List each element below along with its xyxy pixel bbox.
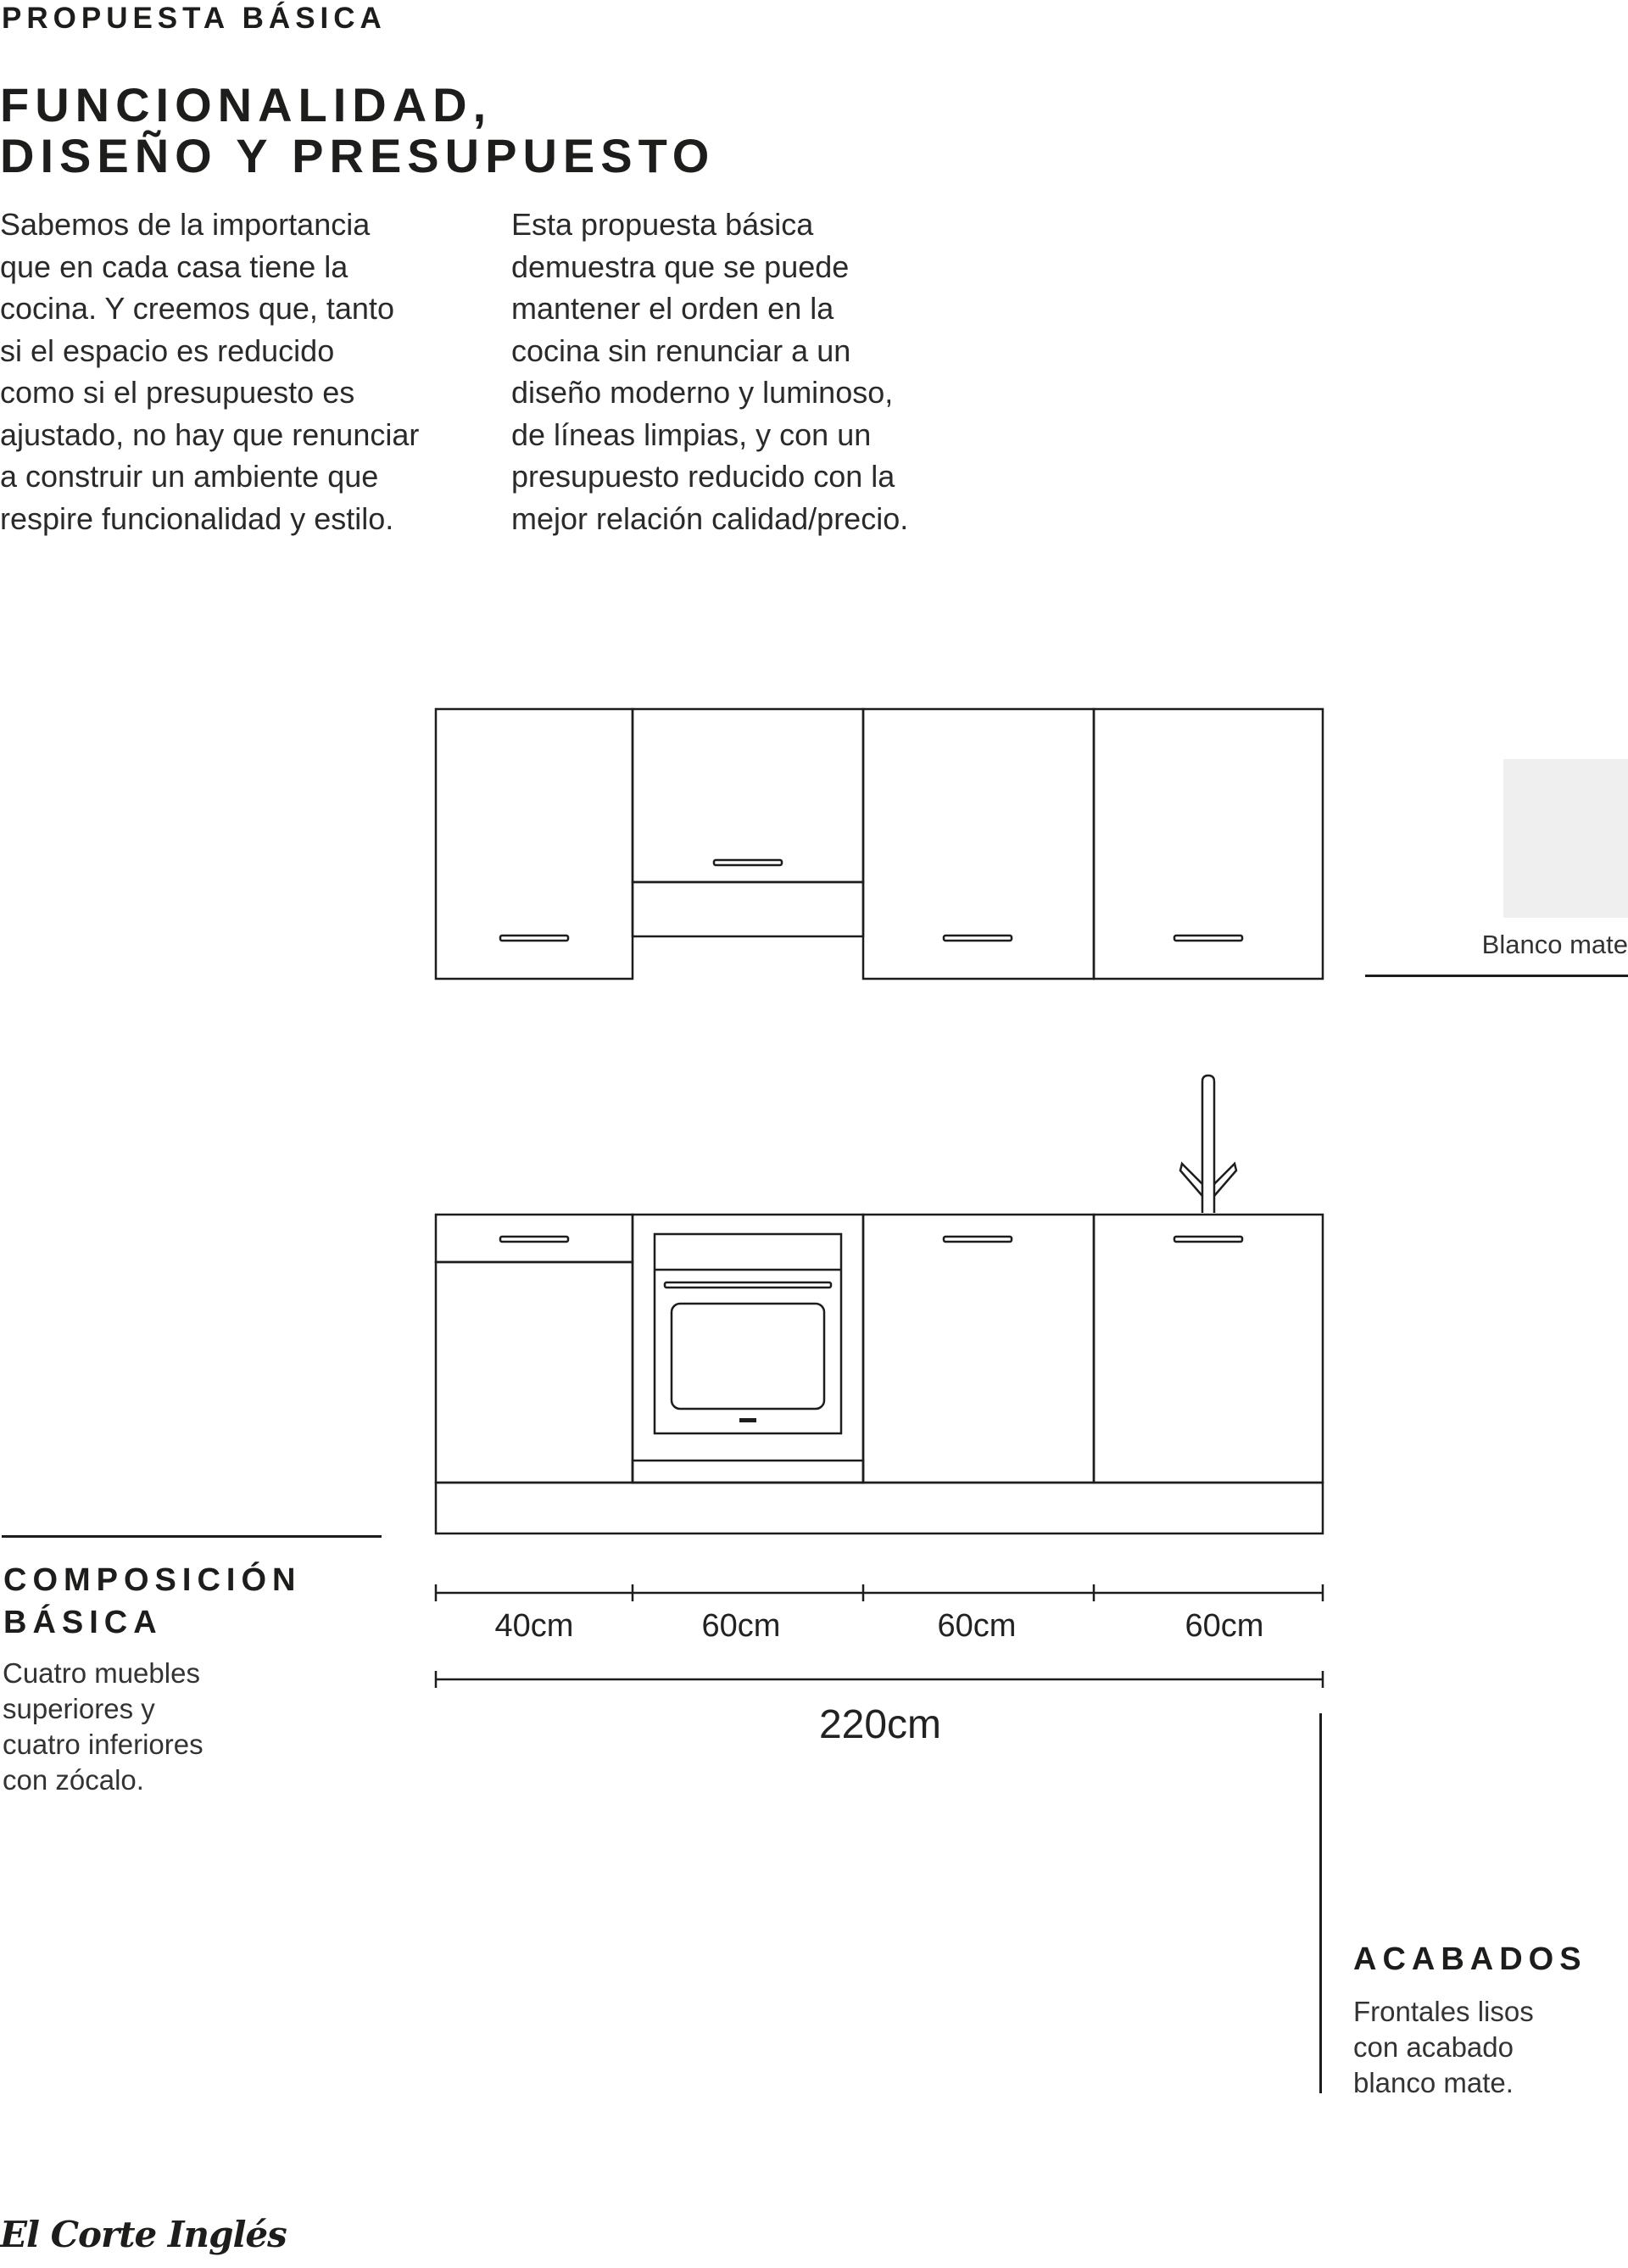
composition-divider [2,1535,382,1538]
intro-line: a construir un ambiente que [0,459,379,494]
page-title-line-1: FUNCIONALIDAD, [0,78,493,131]
upper-handle [714,860,782,865]
finishes-title: ACABADOS [1353,1941,1587,1977]
oven-window [672,1304,824,1409]
finishes-line: Frontales lisos [1353,1996,1534,2027]
upper-cabinet-3 [863,709,1094,979]
intro-line: mejor relación calidad/precio. [511,500,909,536]
intro-line: cocina sin renunciar a un [511,332,851,368]
composition-text [3,1656,204,1798]
upper-handle [944,936,1012,941]
upper-cabinet-1 [436,709,633,979]
composition-line: con zócalo. [3,1764,144,1796]
lower-handle [944,1237,1012,1242]
composition-line: cuatro inferiores [3,1729,204,1760]
intro-line: mantener el orden en la [511,291,834,326]
composition-title-line-2: BÁSICA [3,1605,163,1640]
lower-handle [1174,1237,1242,1242]
intro-line: que en cada casa tiene la [0,249,348,284]
lower-handle [500,1237,568,1242]
section-kicker: PROPUESTA BÁSICA [2,2,387,35]
dimension-label-total: 220cm [818,1702,942,1747]
upper-handle [500,936,568,941]
lower-cabinet-2 [633,1215,863,1483]
finishes-line: con acabado [1353,2031,1514,2063]
plinth [436,1483,1323,1533]
lower-cabinet-1 [436,1262,633,1483]
finish-swatch [1503,759,1628,918]
intro-line: si el espacio es reducido [0,332,335,368]
finishes-text [1353,1994,1534,2101]
upper-cabinet-2 [633,709,863,882]
faucet-lever-right [1214,1164,1236,1196]
intro-line: presupuesto reducido con la [511,459,895,494]
upper-cabinet-4 [1094,709,1323,979]
lower-cabinet-1-drawer [436,1215,633,1262]
intro-line: Esta propuesta básica [511,207,814,242]
lower-cabinet-4 [1094,1215,1323,1483]
intro-line: ajustado, no hay que renunciar [0,416,420,452]
dimension-label-module-3: 60cm [937,1608,1017,1644]
finishes-divider [1319,1713,1322,2093]
composition-title [3,1559,301,1644]
intro-line: cocina. Y creemos que, tanto [0,291,394,326]
oven-handle [665,1282,831,1288]
faucet [1202,1075,1214,1213]
oven-button [739,1418,756,1422]
composition-line: Cuatro muebles [3,1657,200,1689]
dimension-label-module-1: 40cm [494,1608,574,1644]
finish-swatch-label: Blanco mate [1481,930,1628,959]
intro-line: como si el presupuesto es [0,375,355,410]
composition-title-line-1: COMPOSICIÓN [3,1562,302,1598]
faucet-lever-left [1180,1164,1202,1196]
lower-cabinet-3 [863,1215,1094,1483]
brand-logo[interactable]: El Corte Inglés [0,2214,287,2255]
intro-line: demuestra que se puede [511,249,850,284]
page-title-line-2: DISEÑO Y PRESUPUESTO [0,129,716,182]
swatch-divider [1365,975,1628,977]
oven [655,1234,841,1433]
dimension-label-module-2: 60cm [701,1608,781,1644]
oven-base [633,1461,863,1483]
intro-line: de líneas limpias, y con un [511,416,872,452]
intro-line: diseño moderno y luminoso, [511,375,894,410]
finishes-line: blanco mate. [1353,2067,1514,2098]
intro-line: Sabemos de la importancia [0,207,371,242]
dimension-label-module-4: 60cm [1185,1608,1264,1644]
composition-line: superiores y [3,1693,155,1724]
upper-handle [1174,936,1242,941]
upper-cabinet-2-hood [633,882,863,936]
intro-line: respire funcionalidad y estilo. [0,500,394,536]
